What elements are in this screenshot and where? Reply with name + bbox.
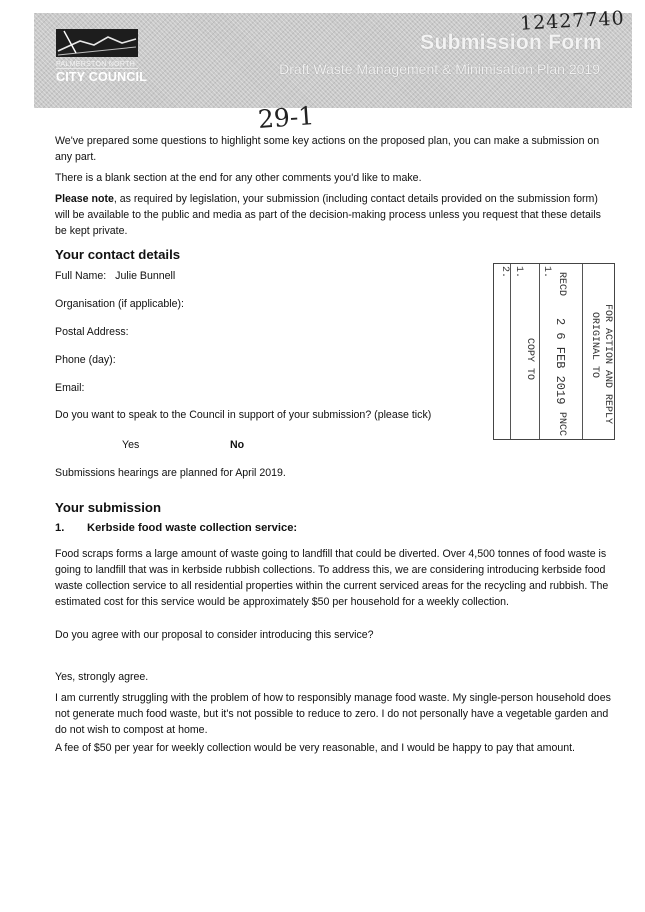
handwritten-submission-number: 29-1 <box>257 101 316 134</box>
stamp-divider <box>539 264 540 439</box>
question-1-body: Food scraps forms a large amount of waste going to landfill that could be diverted. Over 4,500 tonnes of food waste is going to landfill that was in kerbside rubbish collections. To address this, we are considering introducing kerbside food waste collection service to all residential properties within the current serviced areas for the recycling and rubbish. The estimated cost for this service would be approximately $50 per household for a weekly collection. <box>55 548 609 608</box>
answer-agree: Yes, strongly agree. <box>55 671 149 683</box>
stamp-column-2: 1. <box>513 266 524 279</box>
answer-explanation: I am currently struggling with the problem of how to responsibly manage food waste. My single-person household does not generate much food waste, but it's not possible to reduce to zero. I do not personally have a vegetable garden and do not wish to compost at home. <box>55 692 611 736</box>
full-name-value: Julie Bunnell <box>115 270 176 282</box>
stamp-copy-to: COPY TO <box>524 338 535 381</box>
stamp-date: 2 6 FEB 2019 <box>553 318 567 405</box>
stamp-pncc: PNCC <box>556 412 567 437</box>
speak-no-option[interactable]: No <box>230 439 245 451</box>
speak-yes-option[interactable]: Yes <box>122 439 140 451</box>
council-logo <box>50 27 150 89</box>
logo-text-large: CITY COUNCIL <box>56 70 148 84</box>
stamp-divider <box>582 264 583 439</box>
full-name-field <box>55 270 175 282</box>
speak-question: Do you want to speak to the Council in support of your submission? (please tick) <box>55 409 432 421</box>
please-note-label: Please note <box>55 193 114 205</box>
privacy-note-text: , as required by legislation, your submission (including contact details provided on the submission form) will be available to the public and media as part of the decision-making process unless you request that these details be kept private. <box>55 193 601 237</box>
answer-fee-comment: A fee of $50 per year for weekly collection would be very reasonable, and I would be happy to pay that amount. <box>55 742 576 754</box>
question-1-number: 1. <box>55 522 65 534</box>
stamp-divider <box>510 264 511 439</box>
stamp-column-3: 1. <box>541 266 552 279</box>
question-1-prompt: Do you agree with our proposal to consider introducing this service? <box>55 629 374 641</box>
stamp-column-1: 2. <box>499 266 510 279</box>
postal-address-field: Postal Address: <box>55 326 129 338</box>
intro-paragraph-3 <box>55 191 615 239</box>
received-stamp <box>493 263 615 440</box>
handwritten-record-number: 12427740 <box>519 7 626 35</box>
form-title: Submission Form <box>420 31 602 54</box>
logo-text-small: PALMERSTON NORTH <box>56 61 136 68</box>
contact-details-heading: Your contact details <box>55 247 181 262</box>
question-1-title: Kerbside food waste collection service: <box>87 522 298 534</box>
stamp-recd: RECD <box>556 272 567 297</box>
logo-divider <box>56 68 138 69</box>
stamp-action-reply: FOR ACTION AND REPLY <box>602 304 613 425</box>
phone-field: Phone (day): <box>55 354 116 366</box>
full-name-label: Full Name: <box>55 270 107 282</box>
organisation-field: Organisation (if applicable): <box>55 298 184 310</box>
intro-paragraph-1: We've prepared some questions to highlight some key actions on the proposed plan, you can make a submission on any part. <box>55 135 600 163</box>
stamp-original-to: ORIGINAL TO <box>589 312 600 379</box>
your-submission-heading: Your submission <box>55 500 162 515</box>
form-subtitle: Draft Waste Management & Minimisation Plan 2019 <box>279 61 600 77</box>
council-logo-icon <box>50 27 150 61</box>
hearings-note: Submissions hearings are planned for April 2019. <box>55 467 286 479</box>
email-field: Email: <box>55 382 85 394</box>
intro-paragraph-2: There is a blank section at the end for any other comments you'd like to make. <box>55 172 422 184</box>
